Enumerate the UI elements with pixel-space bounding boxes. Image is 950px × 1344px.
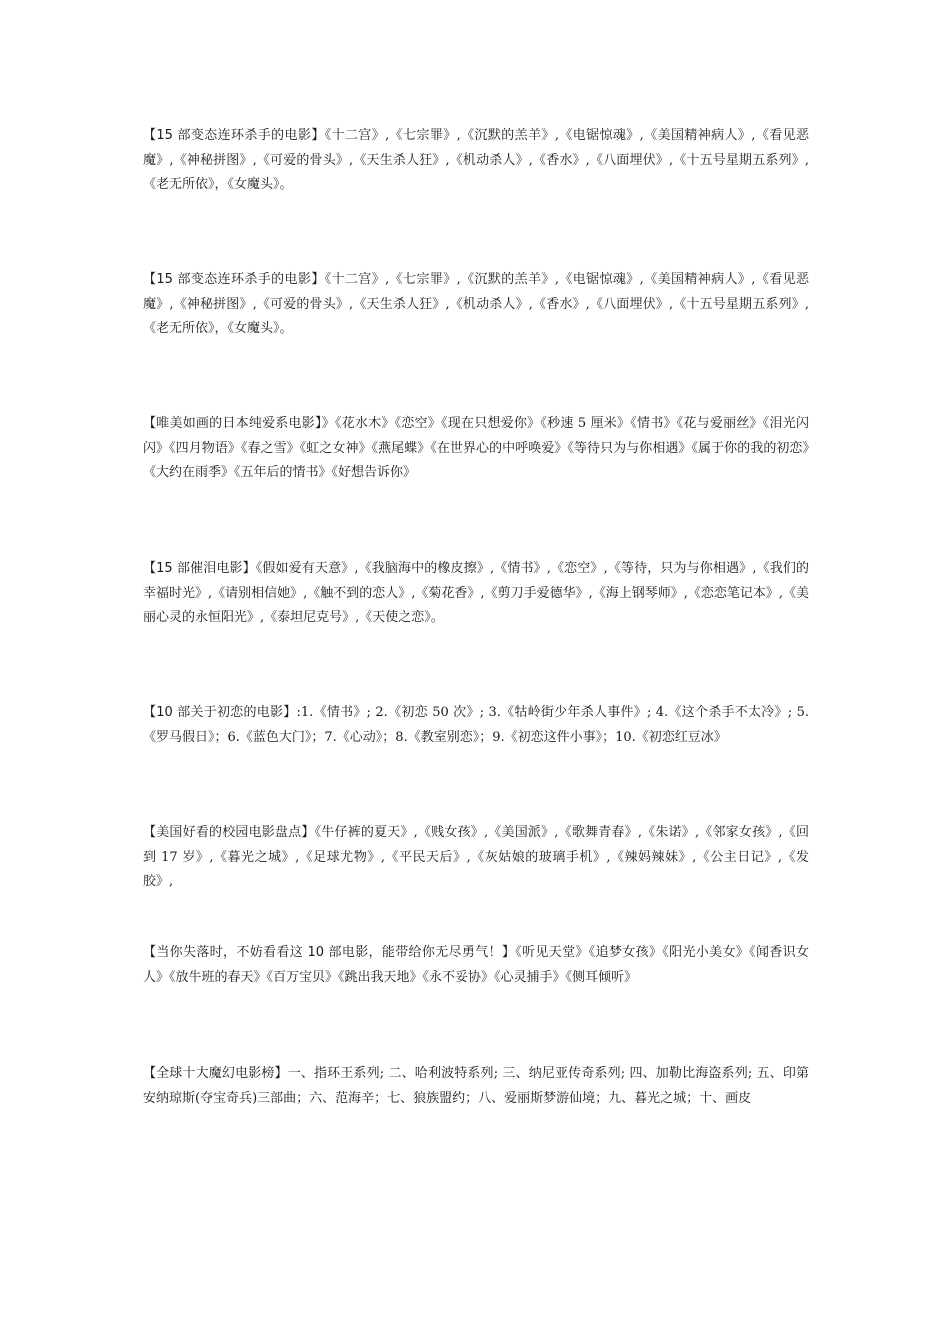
- paragraph-campus-movies: [143, 821, 809, 895]
- paragraph-fantasy-movies: [143, 1062, 809, 1111]
- paragraph-japanese-romance-movies: [143, 412, 809, 486]
- paragraph-body: 《十二宫》,《七宗罪》,《沉默的羔羊》,《电锯惊魂》,《美国精神病人》,《看见恶魔》,《神秘拼图》,《可爱的骨头》,《天生杀人狂》,《机动杀人》,《香水》,《八面埋伏》,《十五号星期五系列》,《老无所依》，《女魔头》。: [143, 128, 809, 192]
- paragraph-heading: 【10 部关于初恋的电影】: [143, 705, 297, 720]
- paragraph-heading: 【唯美如画的日本纯爱系电影】: [143, 416, 322, 431]
- paragraph-heading: 【15 部变态连环杀手的电影】: [143, 272, 325, 287]
- paragraph-courage-movies: [143, 941, 809, 990]
- paragraph-heading: 【当你失落时，不妨看看这 10 部电影，能带给你无尽勇气！】: [143, 945, 516, 960]
- paragraph-heading: 【15 部催泪电影】: [143, 561, 256, 576]
- paragraph-body: 《假如爱有天意》,《我脑海中的橡皮擦》,《情书》,《恋空》,《等待，只为与你相遇》,《我们的幸福时光》,《请别相信她》,《触不到的恋人》,《菊花香》,《剪刀手爱德华》,《海上钢琴师》,《恋恋笔记本》,《美丽心灵的永恒阳光》,《泰坦尼克号》,《天使之恋》。: [143, 561, 809, 625]
- paragraph-heading: 【美国好看的校园电影盘点】: [143, 825, 315, 840]
- paragraph-body: 《牛仔裤的夏天》,《贱女孩》,《美国派》,《歌舞青春》,《朱诺》,《邻家女孩》,《回到 17 岁》,《暮光之城》,《足球尤物》,《平民天后》,《灰姑娘的玻璃手机》,《辣妈辣妹》,《公主日记》,《发胶》,: [143, 825, 809, 889]
- paragraph-serial-killer-movies: [143, 124, 809, 198]
- paragraph-heading: 【全球十大魔幻电影榜】: [143, 1066, 288, 1081]
- paragraph-heading: 【15 部变态连环杀手的电影】: [143, 128, 325, 143]
- paragraph-serial-killer-movies-repeat: [143, 268, 809, 342]
- paragraph-tearjerker-movies: [143, 557, 809, 631]
- paragraph-first-love-movies: [143, 701, 809, 750]
- paragraph-body: 《听见天堂》《追梦女孩》《阳光小美女》《闻香识女人》《放牛班的春天》《百万宝贝》《跳出我天地》《永不妥协》《心灵捕手》《侧耳倾听》: [143, 945, 809, 985]
- paragraph-body: :1.《情书》; 2.《初恋 50 次》; 3.《牯岭街少年杀人事件》; 4.《这个杀手不太冷》; 5.《罗马假日》；6.《蓝色大门》；7.《心动》；8.《教室别恋》；9.《初恋这件小事》；10.《初恋红豆冰》: [143, 705, 809, 745]
- paragraph-body: 一、指环王系列; 二、哈利波特系列; 三、纳尼亚传奇系列; 四、加勒比海盗系列; 五、印第安纳琼斯(夺宝奇兵)三部曲；六、范海辛；七、狼族盟约；八、爱丽斯梦游仙境；九、暮光之城；十、画皮: [143, 1066, 809, 1106]
- paragraph-body: 》《花水木》《恋空》《现在只想爱你》《秒速 5 厘米》《情书》《花与爱丽丝》《泪光闪闪》《四月物语》《春之雪》《虹之女神》《燕尾蝶》《在世界心的中呼唤爱》《等待只为与你相遇》《属于你的我的初恋》《大约在雨季》《五年后的情书》《好想告诉你》: [143, 416, 809, 480]
- paragraph-body: 《十二宫》,《七宗罪》,《沉默的羔羊》,《电锯惊魂》,《美国精神病人》,《看见恶魔》,《神秘拼图》,《可爱的骨头》,《天生杀人狂》,《机动杀人》,《香水》,《八面埋伏》,《十五号星期五系列》,《老无所依》，《女魔头》。: [143, 272, 809, 336]
